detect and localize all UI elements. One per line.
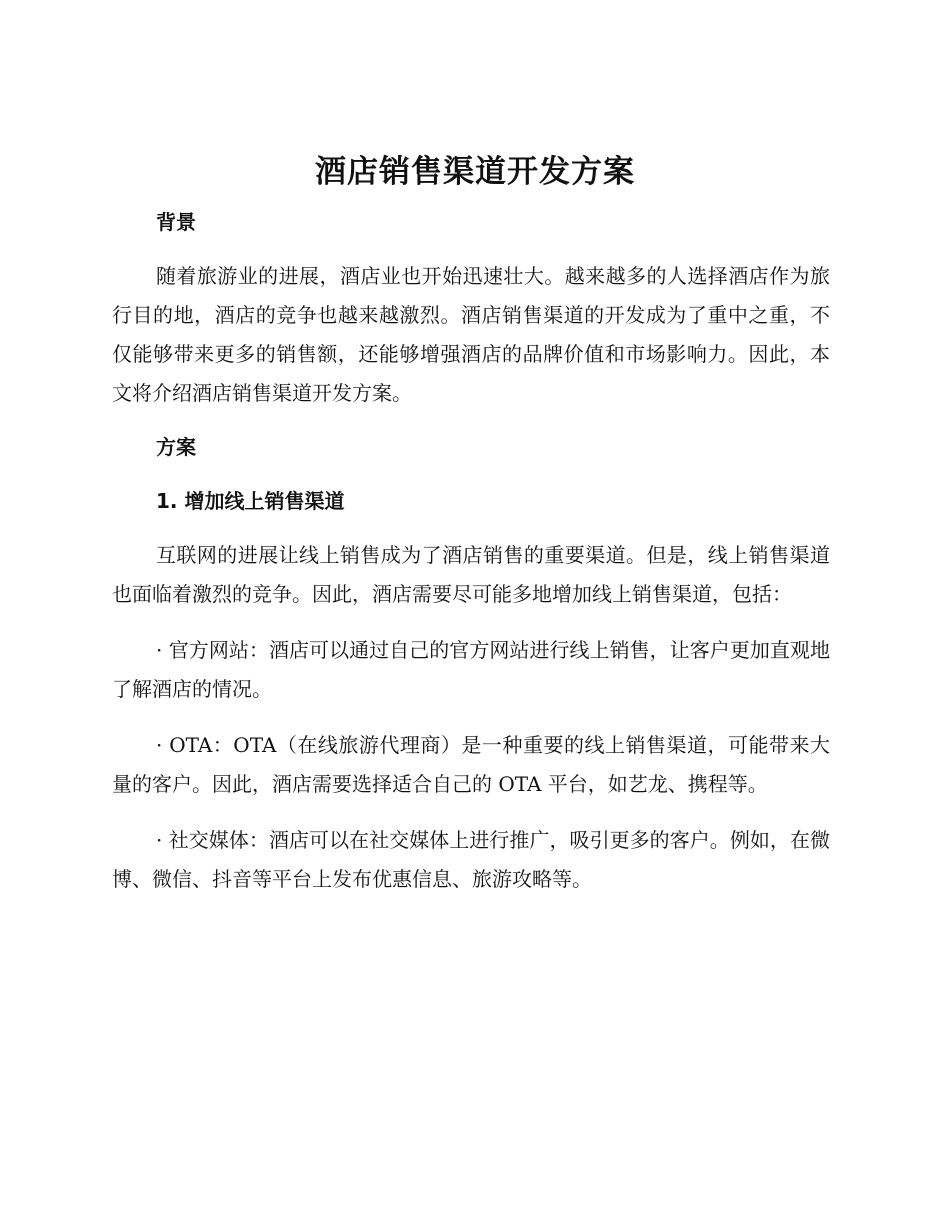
- subheading-online-channels: 1. 增加线上销售渠道: [156, 489, 345, 513]
- bullet-social-media: · 社交媒体：酒店可以在社交媒体上进行推广，吸引更多的客户。例如，在微博、微信、抖音等平台上发布优惠信息、旅游攻略等。: [112, 828, 830, 891]
- bullet-ota: · OTA：OTA（在线旅游代理商）是一种重要的线上销售渠道，可能带来大量的客户。因此，酒店需要选择适合自己的 OTA 平台，如艺龙、携程等。: [112, 733, 830, 796]
- section-heading-background: 背景: [156, 210, 196, 234]
- bullet-official-website: · 官方网站：酒店可以通过自己的官方网站进行线上销售，让客户更加直观地了解酒店的情况。: [112, 638, 830, 701]
- document-title: 酒店销售渠道开发方案: [315, 154, 635, 190]
- section-heading-plan: 方案: [156, 435, 196, 459]
- background-paragraph: 随着旅游业的进展，酒店业也开始迅速壮大。越来越多的人选择酒店作为旅行目的地，酒店的竞争也越来越激烈。酒店销售渠道的开发成为了重中之重，不仅能够带来更多的销售额，还能够增强酒店的品牌价值和市场影响力。因此，本文将介绍酒店销售渠道开发方案。: [112, 264, 830, 405]
- document-body: [112, 202, 830, 899]
- online-channels-intro-paragraph: 互联网的进展让线上销售成为了酒店销售的重要渠道。但是，线上销售渠道也面临着激烈的竞争。因此，酒店需要尽可能多地增加线上销售渠道，包括：: [112, 543, 830, 606]
